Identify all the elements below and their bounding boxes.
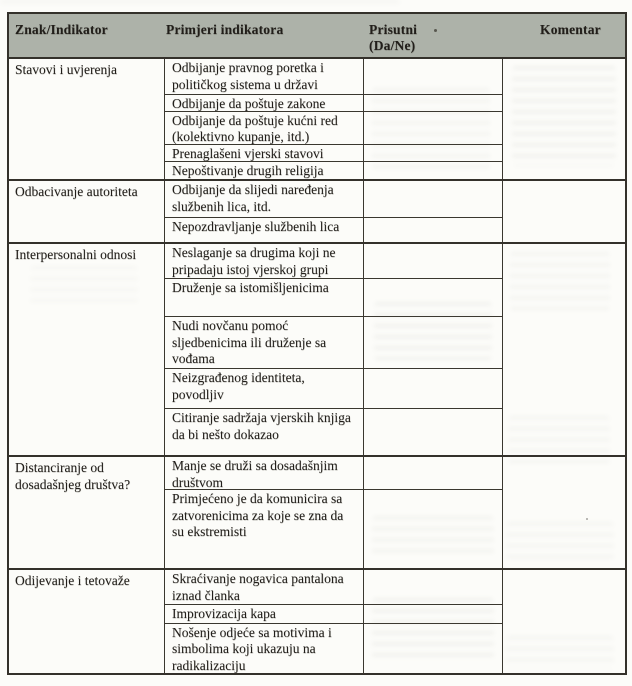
prisutni-cell xyxy=(364,369,502,408)
prisutni-cell xyxy=(364,112,502,144)
komentar-cell xyxy=(502,457,625,568)
prisutni-cell xyxy=(364,457,502,489)
prisutni-cell xyxy=(364,162,502,180)
radicalization-indicator-table xyxy=(7,12,627,675)
indicator-text: Improvizacija kapa xyxy=(165,605,364,623)
section-stavovi-i-uvjerenja xyxy=(9,59,625,181)
prisutni-cell xyxy=(364,95,502,111)
prisutni-cell xyxy=(364,218,502,242)
prisutni-cell xyxy=(364,244,502,278)
indicator-text: Nudi novčanu pomoć sljedbenicima ili druženje sa vođama xyxy=(165,317,364,368)
prisutni-cell xyxy=(364,59,502,94)
indicator-text: Primjećeno je da komunicira sa zatvorenicima za koje se zna da su ekstremisti xyxy=(165,490,364,568)
indicator-text: Prenaglašeni vjerski stavovi xyxy=(165,145,364,161)
table-row xyxy=(165,162,502,180)
prisutni-cell xyxy=(364,279,502,316)
table-row xyxy=(165,369,502,409)
komentar-cell xyxy=(502,181,625,242)
indicator-text: Odbijanje da slijedi naređenja službenih lica, itd. xyxy=(165,181,364,217)
table-row xyxy=(165,181,502,218)
header-znak-indikator: Znak/Indikator xyxy=(15,22,108,37)
prisutni-cell xyxy=(364,317,502,368)
table-row xyxy=(165,112,502,145)
indicator-text: Nepoštivanje drugih religija xyxy=(165,162,364,180)
komentar-cell xyxy=(502,59,625,179)
section-label: Distanciranje od dosadašnjeg društva? xyxy=(9,457,165,568)
indicator-rows xyxy=(165,457,502,568)
header-prisutni-line1: Prisutni xyxy=(369,22,418,37)
section-distanciranje-od-drustva xyxy=(9,457,625,570)
table-row xyxy=(165,218,502,242)
indicator-rows xyxy=(165,570,502,673)
prisutni-cell xyxy=(364,490,502,568)
indicator-text: Skraćivanje nogavica pantalona iznad članka xyxy=(165,570,364,604)
indicator-text: Neslaganje sa drugima koji ne pripadaju istoj vjerskoj grupi xyxy=(165,244,364,278)
table-row xyxy=(165,317,502,369)
indicator-text: Nošenje odjeće sa motivima i simbolima koji ukazuju na radikalizaciju xyxy=(165,624,364,675)
table-row xyxy=(165,95,502,112)
table-row xyxy=(165,457,502,490)
section-label: Stavovi i uvjerenja xyxy=(9,59,165,179)
indicator-text: Odbijanje da poštuje kućni red (kolektivno kupanje, itd.) xyxy=(165,112,364,144)
table-row xyxy=(165,244,502,279)
indicator-text: Odbijanje da poštuje zakone xyxy=(165,95,364,111)
komentar-cell xyxy=(502,244,625,455)
section-label: Odijevanje i tetovaže xyxy=(9,570,165,673)
table-row xyxy=(165,624,502,675)
header-komentar: Komentar xyxy=(540,22,601,37)
table-row xyxy=(165,570,502,605)
prisutni-cell xyxy=(364,570,502,604)
prisutni-cell xyxy=(364,409,502,455)
table-row xyxy=(165,605,502,624)
indicator-rows xyxy=(165,59,502,179)
section-odijevanje-i-tetovaze xyxy=(9,570,625,673)
prisutni-cell xyxy=(364,624,502,675)
section-label: Odbacivanje autoriteta xyxy=(9,181,165,242)
table-row xyxy=(165,409,502,455)
section-interpersonalni-odnosi xyxy=(9,244,625,457)
header-primjeri-indikatora: Primjeri indikatora xyxy=(166,22,284,37)
prisutni-cell xyxy=(364,145,502,161)
header-prisutni-da-ne xyxy=(369,22,417,53)
section-odbacivanje-autoriteta xyxy=(9,181,625,244)
indicator-text: Manje se druži sa dosadašnjim društvom xyxy=(165,457,364,489)
indicator-text: Druženje sa istomišljenicima xyxy=(165,279,364,316)
prisutni-cell xyxy=(364,605,502,623)
section-label: Interpersonalni odnosi xyxy=(9,244,165,455)
prisutni-cell xyxy=(364,181,502,217)
indicator-text: Citiranje sadržaja vjerskih knjiga da bi nešto dokazao xyxy=(165,409,364,455)
indicator-text: Nepozdravljanje službenih lica xyxy=(165,218,364,242)
indicator-text: Odbijanje pravnog poretka i političkog sistema u državi xyxy=(165,59,364,94)
table-row xyxy=(165,59,502,95)
table-row xyxy=(165,279,502,317)
scan-edge-artifact xyxy=(0,0,400,6)
table-row xyxy=(165,490,502,568)
indicator-rows xyxy=(165,244,502,455)
table-row xyxy=(165,145,502,162)
table-header-row xyxy=(9,14,625,59)
indicator-text: Neizgrađenog identiteta, povodljiv xyxy=(165,369,364,408)
indicator-rows xyxy=(165,181,502,242)
header-prisutni-line2: (Da/Ne) xyxy=(369,37,416,53)
komentar-cell xyxy=(502,570,625,673)
